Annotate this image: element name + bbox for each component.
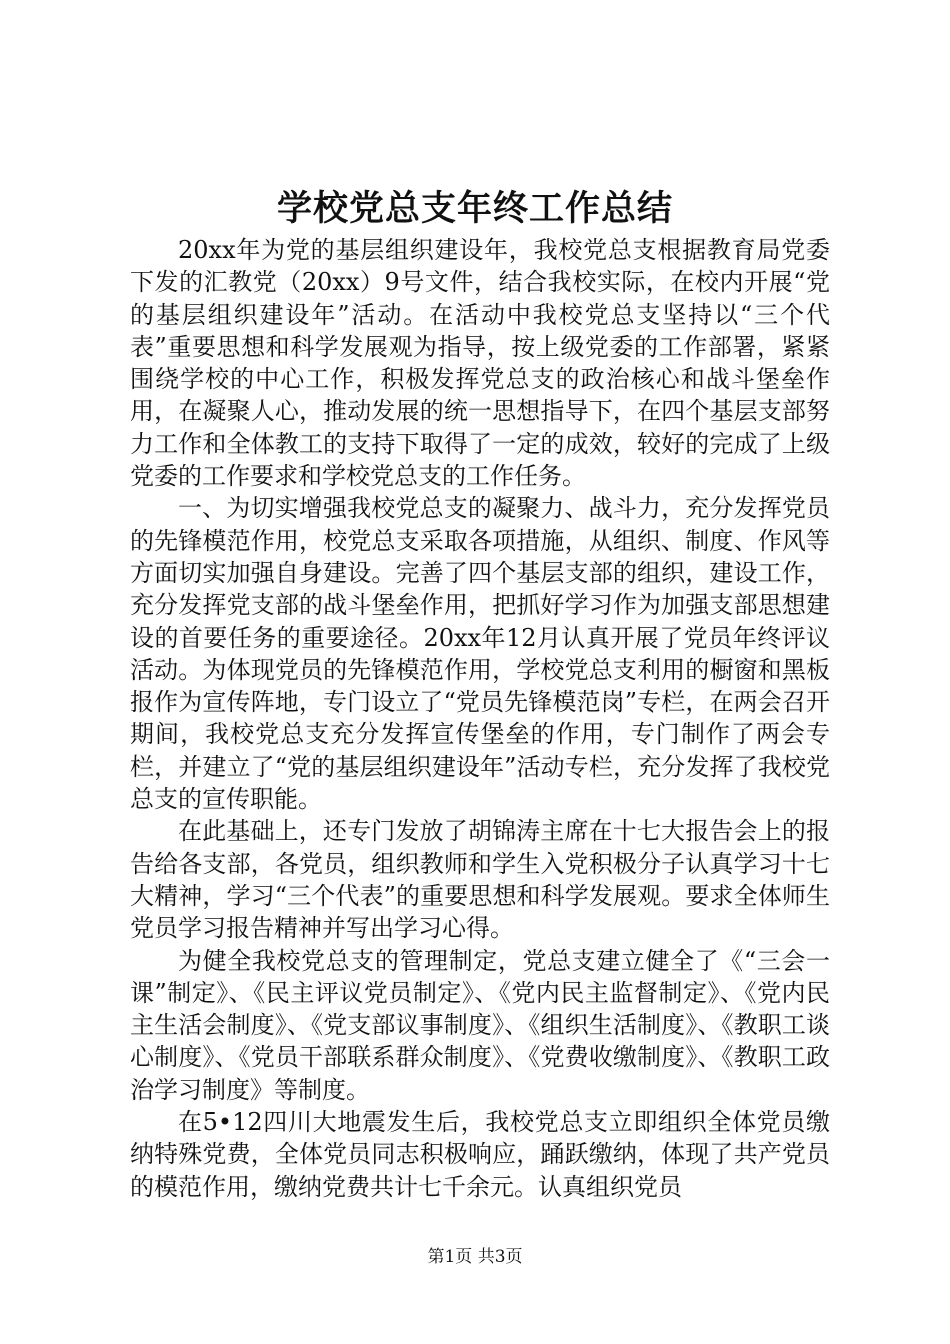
document-body [130,234,830,1203]
paragraph: 一、为切实增强我校党总支的凝聚力、战斗力，充分发挥党员的先锋模范作用，校党总支采取各项措施，从组织、制度、作风等方面切实加强自身建设。完善了四个基层支部的组织，建设工作，充分发挥党支部的战斗堡垒作用，把抓好学习作为加强支部思想建设的首要任务的重要途径。20xx年12月认真开展了党员年终评议活动。为体现党员的先锋模范作用，学校党总支利用的橱窗和黑板报作为宣传阵地，专门设立了“党员先锋模范岗”专栏，在两会召开期间，我校党总支充分发挥宣传堡垒的作用，专门制作了两会专栏，并建立了“党的基层组织建设年”活动专栏，充分发挥了我校党总支的宣传职能。 [130,494,830,814]
document-title: 学校党总支年终工作总结 [276,188,673,229]
page-number-footer: 第1页 共3页 [427,1247,523,1267]
paragraph: 20xx年为党的基层组织建设年，我校党总支根据教育局党委下发的汇教党（20xx）9号文件，结合我校实际，在校内开展“党的基层组织建设年”活动。在活动中我校党总支坚持以“三个代表”重要思想和科学发展观为指导，按上级党委的工作部署，紧紧围绕学校的中心工作，积极发挥党总支的政治核心和战斗堡垒作用，在凝聚人心，推动发展的统一思想指导下，在四个基层支部努力工作和全体教工的支持下取得了一定的成效，较好的完成了上级党委的工作要求和学校党总支的工作任务。 [130,236,830,491]
paragraph: 在5•12四川大地震发生后，我校党总支立即组织全体党员缴纳特殊党费，全体党员同志积极响应，踊跃缴纳，体现了共产党员的模范作用，缴纳党费共计七千余元。认真组织党员 [130,1108,830,1201]
paragraph: 在此基础上，还专门发放了胡锦涛主席在十七大报告会上的报告给各支部，各党员，组织教师和学生入党积极分子认真学习十七大精神，学习“三个代表”的重要思想和科学发展观。要求全体师生党员学习报告精神并写出学习心得。 [130,817,830,943]
paragraph: 为健全我校党总支的管理制定，党总支建立健全了《“三会一课”制定》、《民主评议党员制定》、《党内民主监督制定》、《党内民主生活会制度》、《党支部议事制度》、《组织生活制度》、《教职工谈心制度》、《党员干部联系群众制度》、《党费收缴制度》、《教职工政治学习制度》等制度。 [130,946,830,1104]
